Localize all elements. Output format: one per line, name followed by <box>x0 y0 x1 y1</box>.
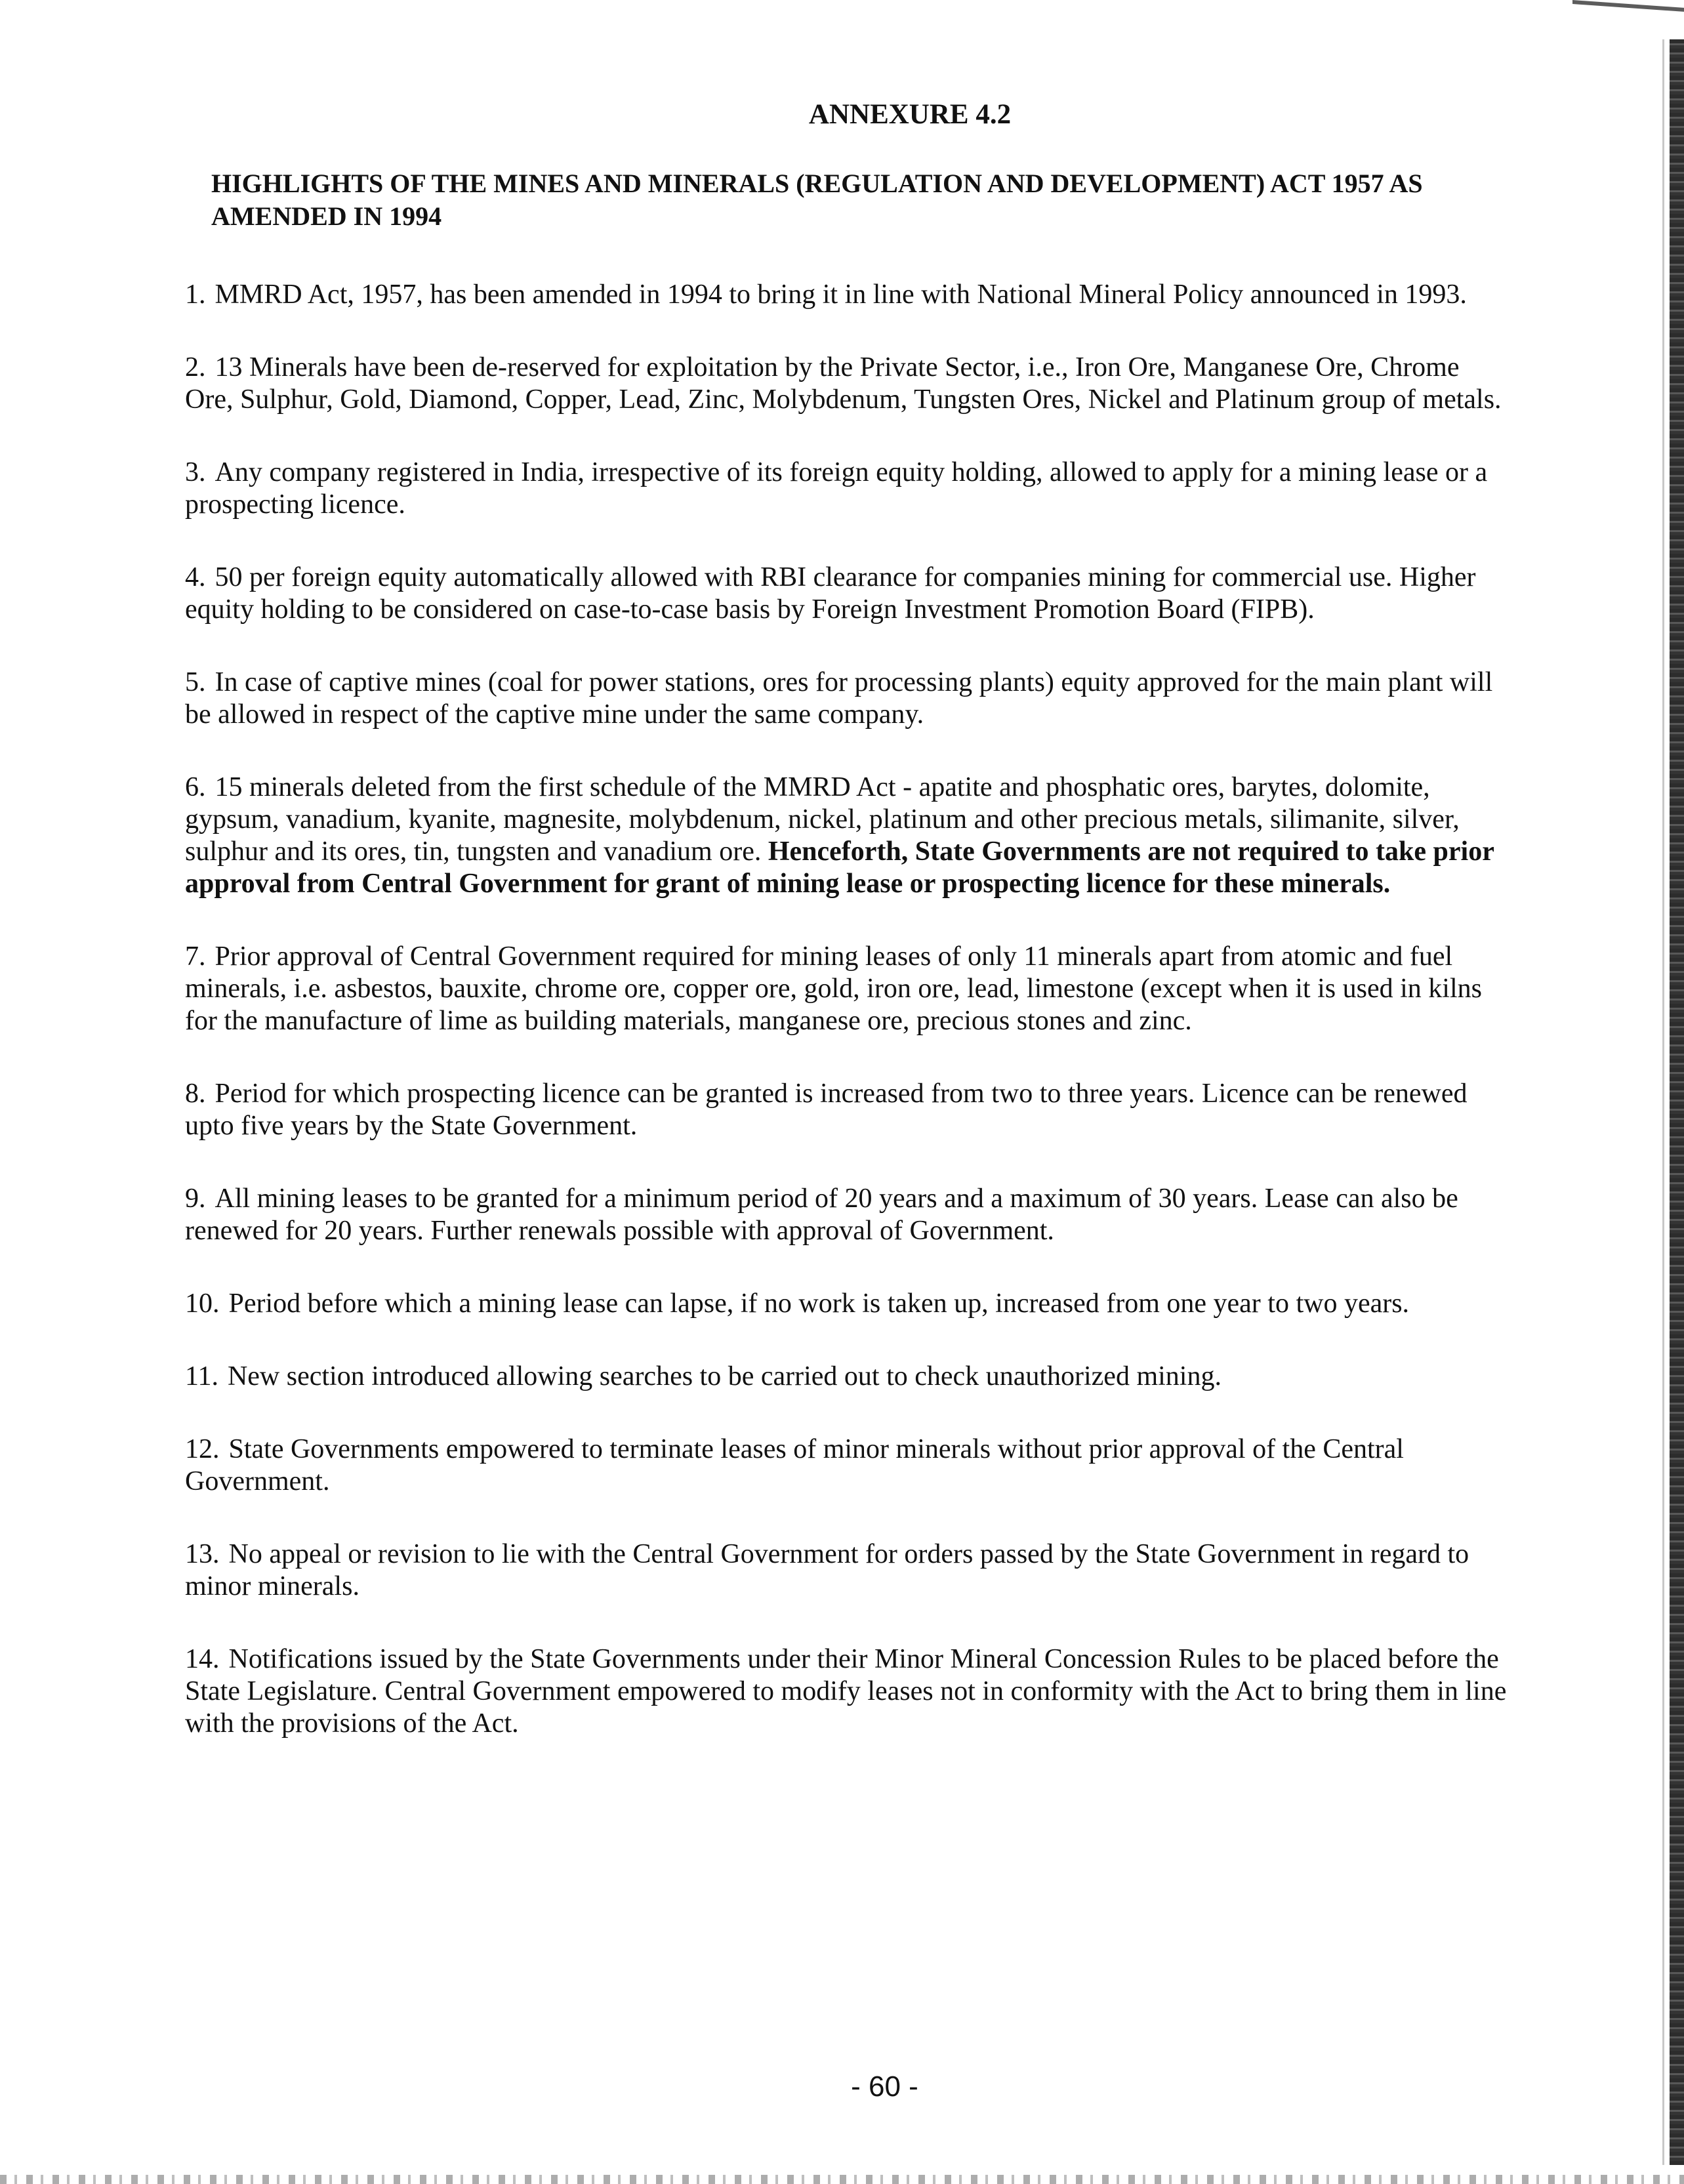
list-item-3 <box>185 457 1510 521</box>
item-number: 13. <box>185 1539 220 1569</box>
item-number: 3. <box>185 457 206 487</box>
list-item-5 <box>185 667 1510 731</box>
item-number: 14. <box>185 1644 220 1674</box>
list-item-8 <box>185 1078 1510 1142</box>
item-text: All mining leases to be granted for a minimum period of 20 years and a maximum of 30 years. Lease can also be renewed for 20 years. Further renewals possible with approval of Government. <box>185 1184 1458 1246</box>
list-item-9 <box>185 1183 1510 1247</box>
item-text: State Governments empowered to terminate leases of minor minerals without prior approval of the Central Government. <box>185 1434 1404 1496</box>
item-text: Any company registered in India, irrespective of its foreign equity holding, allowed to apply for a mining lease or a prospecting licence. <box>185 457 1488 520</box>
item-text: 13 Minerals have been de-reserved for exploitation by the Private Sector, i.e., Iron Ore, Manganese Ore, Chrome Ore, Sulphur, Gold, Diamond, Copper, Lead, Zinc, Molybdenum, Tungsten Ores, Nickel and Platinum group of metals. <box>185 352 1502 415</box>
list-item-10 <box>185 1288 1510 1320</box>
page-number: - 60 - <box>851 2071 918 2103</box>
scan-edge-right-line <box>1662 39 1664 2165</box>
item-bold-text: Henceforth, State Governments are not required to take prior approval from Central Government for grant of mining lease or prospecting licence for these minerals. <box>185 836 1494 899</box>
list-item-7 <box>185 941 1510 1037</box>
item-number: 12. <box>185 1434 220 1464</box>
item-text: 50 per foreign equity automatically allowed with RBI clearance for companies mining for commercial use. Higher equity holding to be considered on case-to-case basis by Foreign Investment Promotion Board (FIPB). <box>185 562 1476 625</box>
item-number: 2. <box>185 352 206 382</box>
item-text: New section introduced allowing searches to be carried out to check unauthorized mining. <box>227 1361 1222 1391</box>
list-item-2 <box>185 352 1510 416</box>
scan-edge-bottom <box>0 2175 1684 2184</box>
item-text: 15 minerals deleted from the first schedule of the MMRD Act - apatite and phosphatic ores, barytes, dolomite, gypsum, vanadium, kyanite, magnesite, molybdenum, nickel, platinum and other precious metals, silimanite, silver, sulphur and its ores, tin, tungsten and vanadium ore. <box>185 772 1460 867</box>
page-heading: HIGHLIGHTS OF THE MINES AND MINERALS (REGULATION AND DEVELOPMENT) ACT 1957 AS AMENDED IN 1994 <box>211 169 1423 231</box>
item-number: 8. <box>185 1079 206 1109</box>
item-text: Period for which prospecting licence can be granted is increased from two to three years. Licence can be renewed upto five years by the State Government. <box>185 1079 1468 1141</box>
list-item-4 <box>185 562 1510 626</box>
list-item-6 <box>185 772 1510 900</box>
item-text: In case of captive mines (coal for power stations, ores for processing plants) equity approved for the main plant will be allowed in respect of the captive mine under the same company. <box>185 667 1493 730</box>
document-content <box>185 98 1510 1781</box>
list-item-11 <box>185 1361 1510 1393</box>
item-text: No appeal or revision to lie with the Central Government for orders passed by the State Government in regard to minor minerals. <box>185 1539 1469 1601</box>
list-item-13 <box>185 1538 1510 1603</box>
scan-edge-right <box>1670 39 1684 2165</box>
list-item-1 <box>185 279 1510 311</box>
list-item-14 <box>185 1643 1510 1740</box>
item-text: Prior approval of Central Government required for mining leases of only 11 minerals apart from atomic and fuel minerals, i.e. asbestos, bauxite, chrome ore, copper ore, gold, iron ore, lead, limestone (except when it is used in kilns for the manufacture of lime as building materials, manganese ore, precious stones and zinc. <box>185 941 1482 1036</box>
item-text: Notifications issued by the State Governments under their Minor Mineral Concession Rules to be placed before the State Legislature. Central Government empowered to modify leases not in conformity with the Act to bring them in line with the provisions of the Act. <box>185 1644 1507 1739</box>
item-number: 4. <box>185 562 206 592</box>
annex-title: ANNEXURE 4.2 <box>808 99 1012 130</box>
item-number: 1. <box>185 279 206 310</box>
item-number: 10. <box>185 1288 220 1319</box>
scan-edge-top <box>1572 0 1684 12</box>
item-number: 7. <box>185 941 206 972</box>
item-text: MMRD Act, 1957, has been amended in 1994 to bring it in line with National Mineral Policy announced in 1993. <box>215 279 1467 310</box>
item-number: 11. <box>185 1361 218 1391</box>
item-text: Period before which a mining lease can lapse, if no work is taken up, increased from one year to two years. <box>228 1288 1410 1319</box>
item-number: 5. <box>185 667 206 697</box>
item-number: 6. <box>185 772 206 802</box>
list-item-12 <box>185 1433 1510 1498</box>
item-number: 9. <box>185 1184 206 1214</box>
